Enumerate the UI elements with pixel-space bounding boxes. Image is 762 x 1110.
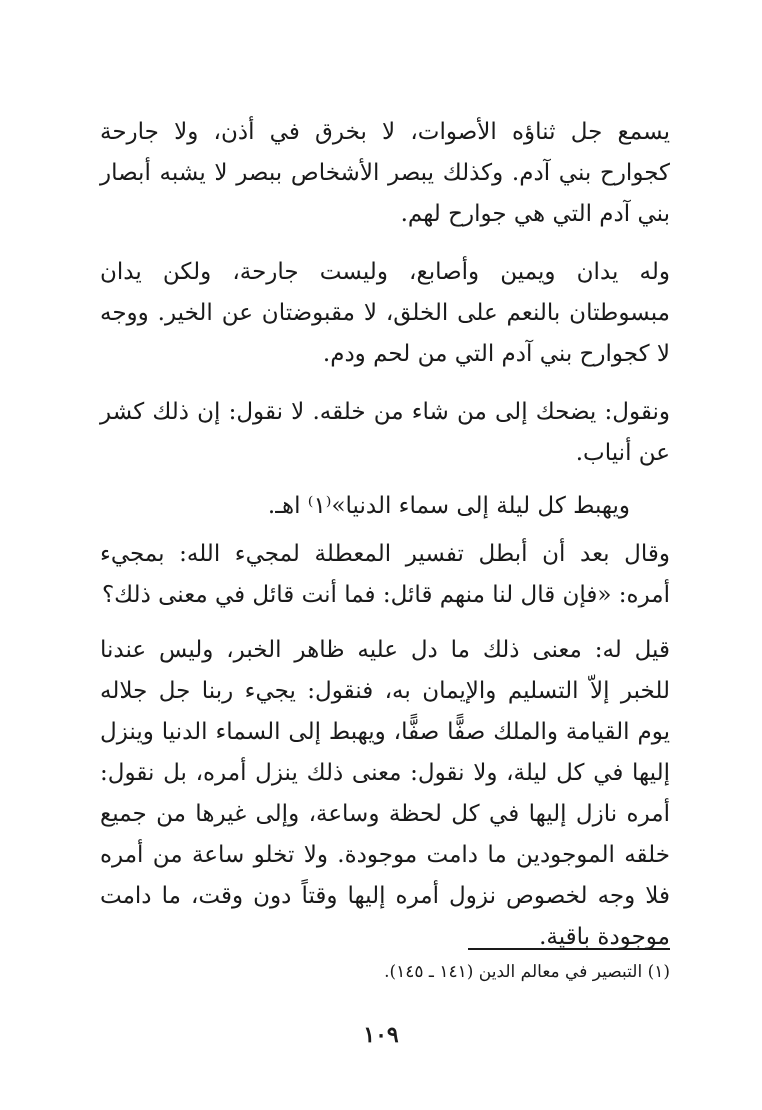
paragraph-4: ويهبط كل ليلة إلى سماء الدنيا»⁽١⁾ اهـ. bbox=[267, 493, 630, 519]
footnote-separator bbox=[468, 948, 670, 950]
paragraph-5-block bbox=[100, 534, 670, 616]
paragraph-5: وقال بعد أن أبطل تفسير المعطلة لمجيء الله: بمجيء أمره: «فإن قال لنا منهم قائل: فما أنت قائل في معنى ذلك؟ bbox=[100, 541, 670, 608]
paragraph-3-block bbox=[100, 392, 670, 474]
page-number: ١٠٩ bbox=[363, 1022, 399, 1048]
footnote: (١) التبصير في معالم الدين (١٤١ ـ ١٤٥). bbox=[384, 962, 670, 982]
paragraph-4-block bbox=[100, 486, 670, 527]
paragraph-2: وله يدان ويمين وأصابع، وليست جارحة، ولكن يدان مبسوطتان بالنعم على الخلق، لا مقبوضتان عن الخير. ووجه لا كجوارح بني آدم التي من لحم ودم. bbox=[100, 259, 670, 367]
paragraph-1-block bbox=[100, 112, 670, 235]
paragraph-1: يسمع جل ثناؤه الأصوات، لا بخرق في أذن، ولا جارحة كجوارح بني آدم. وكذلك يبصر الأشخاص ببصر لا يشبه أبصار بني آدم التي هي جوارح لهم. bbox=[100, 119, 670, 227]
paragraph-6-block bbox=[100, 630, 670, 958]
paragraph-3: ونقول: يضحك إلى من شاء من خلقه. لا نقول: إن ذلك كشر عن أنياب. bbox=[100, 399, 670, 466]
paragraph-2-block bbox=[100, 252, 670, 375]
paragraph-6: قيل له: معنى ذلك ما دل عليه ظاهر الخبر، وليس عندنا للخبر إلاّ التسليم والإيمان به، فنقول: يجيء ربنا جل جلاله يوم القيامة والملك صفًّا صفًّا، ويهبط إلى السماء الدنيا وينزل إليها في كل ليلة، ولا نقول: معنى ذلك ينزل أمره، بل نقول: أمره نازل إليها في كل لحظة وساعة، وإلى غيرها من جميع خلقه الموجودين ما دامت موجودة. ولا تخلو ساعة من أمره فلا وجه لخصوص نزول أمره إليها وقتاً دون وقت، ما دامت موجودة باقية. bbox=[100, 637, 670, 950]
